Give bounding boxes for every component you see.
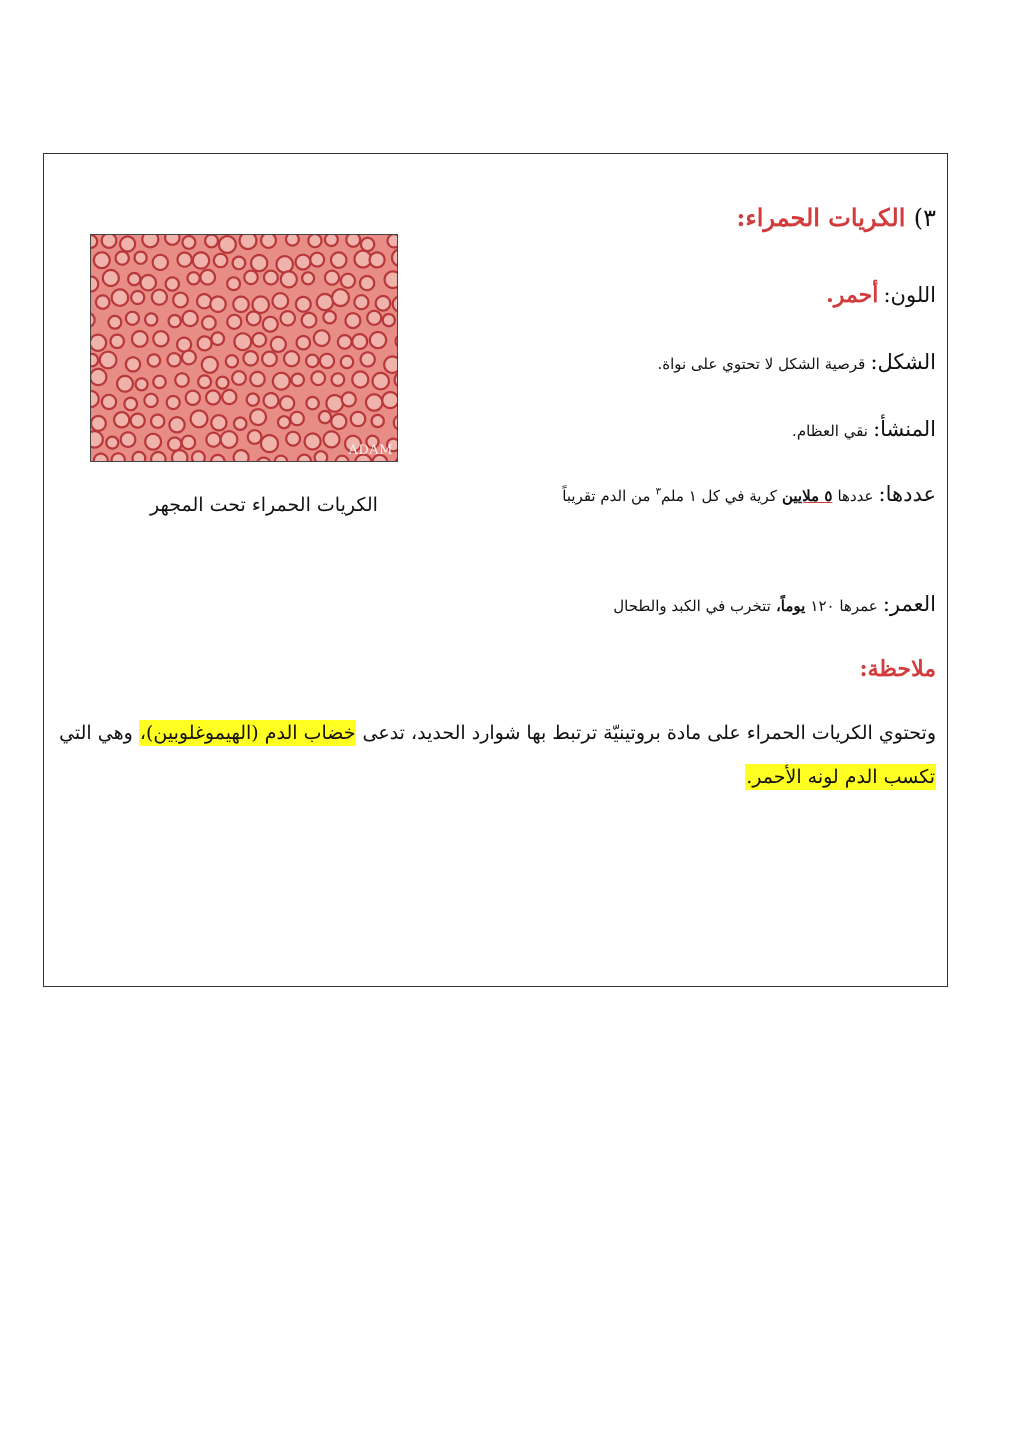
blood-cell (152, 290, 167, 305)
count-value-highlight: ٥ ملايين (781, 487, 833, 505)
blood-cell (361, 352, 375, 366)
blood-cell (117, 376, 133, 392)
blood-cell (264, 393, 279, 408)
blood-cell (132, 331, 148, 347)
red-blood-cells-micrograph (90, 234, 398, 462)
blood-cell (124, 398, 137, 411)
origin-row (792, 417, 936, 441)
blood-cell (325, 271, 339, 285)
blood-cell (302, 313, 317, 328)
blood-cell (275, 456, 288, 462)
note-line2-highlight: تكسب الدم لونه الأحمر. (746, 766, 935, 788)
blood-cell (128, 273, 140, 285)
micrograph-cells (91, 235, 398, 462)
blood-cell (395, 457, 398, 463)
section-number: ٣) (913, 204, 936, 232)
blood-cell (221, 431, 238, 448)
blood-cell (346, 235, 360, 247)
blood-cell (317, 294, 333, 310)
count-value-end: كرية في كل ١ ملم (660, 487, 777, 505)
blood-cell (186, 391, 200, 405)
blood-cell (394, 415, 398, 430)
blood-cell (325, 235, 338, 246)
count-superscript: ٣ (655, 486, 661, 498)
shape-row (657, 350, 936, 374)
blood-cell (384, 357, 398, 373)
blood-cell (91, 335, 106, 351)
blood-cell (126, 357, 140, 371)
blood-cell (206, 391, 220, 405)
blood-cell (148, 354, 160, 366)
blood-cell (168, 438, 181, 451)
blood-cell (252, 333, 266, 347)
blood-cell (264, 271, 278, 285)
blood-cell (306, 397, 318, 409)
note-line1-highlight: خضاب الدم (الهيموغلوبين)، (139, 722, 356, 744)
blood-cell (370, 252, 385, 267)
blood-cell (331, 252, 346, 267)
blood-cell (273, 293, 289, 309)
age-value-end: تتخرب في الكبد والطحال (613, 597, 771, 615)
blood-cell (222, 390, 236, 404)
blood-cell (261, 435, 278, 452)
blood-cell (332, 373, 345, 386)
blood-cell (281, 271, 297, 287)
blood-cell (211, 415, 226, 430)
blood-cell (165, 235, 179, 245)
blood-cell (91, 277, 98, 292)
blood-cell (102, 235, 117, 248)
blood-cell (234, 333, 251, 350)
blood-cell (126, 312, 139, 325)
blood-cell (370, 332, 386, 348)
blood-cell (311, 371, 325, 385)
blood-cell (286, 432, 300, 446)
blood-cell (166, 277, 179, 290)
blood-cell (342, 392, 356, 406)
blood-cell (151, 415, 164, 428)
color-row (826, 282, 936, 308)
blood-cell (308, 235, 321, 247)
count-label: عددها: (878, 482, 936, 506)
blood-cell (233, 297, 248, 312)
blood-cell (346, 313, 361, 328)
blood-cell (202, 316, 216, 330)
blood-cell (136, 378, 148, 390)
blood-cell (96, 295, 109, 308)
blood-cell (234, 450, 249, 462)
blood-cell (315, 451, 328, 462)
blood-cell (332, 289, 349, 306)
blood-cell (306, 355, 318, 367)
blood-cell (94, 252, 110, 268)
blood-cell (271, 337, 286, 352)
blood-cell (111, 335, 124, 348)
blood-cell (393, 296, 398, 312)
blood-cell (112, 453, 125, 462)
blood-cell (193, 252, 209, 268)
blood-cell (200, 270, 215, 285)
count-value-start: عددها (837, 487, 874, 505)
blood-cell (112, 289, 128, 305)
blood-cell (120, 237, 135, 252)
figure-caption: الكريات الحمراء تحت المجهر (150, 494, 378, 516)
blood-cell (263, 317, 278, 332)
blood-cell (153, 376, 165, 388)
blood-cell (324, 431, 340, 447)
blood-cell (383, 314, 395, 326)
blood-cell (372, 415, 384, 427)
blood-cell (178, 253, 192, 267)
blood-cell (388, 235, 399, 247)
blood-cell (202, 357, 218, 373)
blood-cell (261, 235, 276, 248)
note-line-1 (59, 722, 936, 744)
count-value-tail: من الدم تقريباً (562, 487, 651, 505)
blood-cell (91, 354, 98, 366)
blood-cell (367, 311, 381, 325)
blood-cell (280, 396, 294, 410)
blood-cell (214, 254, 227, 267)
shape-label: الشكل: (870, 350, 936, 374)
blood-cell (331, 414, 346, 429)
blood-cell (91, 235, 97, 248)
blood-cell (173, 293, 188, 308)
blood-cell (305, 434, 321, 450)
blood-cell (102, 395, 116, 409)
blood-cell (219, 236, 236, 253)
micrograph-watermark: ADAM (348, 443, 393, 458)
blood-cell (319, 411, 331, 423)
blood-cell (91, 313, 95, 327)
blood-cell (183, 311, 198, 326)
blood-cell (133, 452, 146, 462)
blood-cell (205, 235, 218, 247)
blood-cell (326, 395, 343, 412)
blood-cell (248, 430, 262, 444)
origin-label: المنشأ: (873, 417, 936, 441)
age-row (613, 592, 936, 616)
blood-cell (210, 297, 225, 312)
blood-cell (354, 295, 368, 309)
blood-cell (167, 396, 180, 409)
blood-cell (341, 274, 355, 288)
blood-cell (253, 297, 269, 313)
blood-cell (392, 249, 398, 266)
blood-cell (131, 414, 145, 428)
blood-cell (373, 373, 389, 389)
blood-cell (273, 373, 290, 390)
section-heading (737, 203, 936, 232)
blood-cell (227, 315, 241, 329)
blood-cell (153, 331, 168, 346)
section-title: الكريات الحمراء: (736, 203, 906, 232)
blood-cell (323, 311, 335, 323)
blood-cell (206, 433, 220, 447)
blood-cell (94, 454, 108, 462)
blood-cell (336, 456, 349, 462)
blood-cell (131, 291, 144, 304)
blood-cell (302, 272, 314, 284)
blood-cell (361, 238, 374, 251)
blood-cell (151, 452, 165, 462)
color-value: أحمر. (826, 282, 879, 308)
shape-value: قرصية الشكل لا تحتوي على نواة. (657, 355, 866, 373)
blood-cell (141, 275, 156, 290)
blood-cell (244, 351, 258, 365)
blood-cell (135, 252, 147, 264)
blood-cell (281, 311, 295, 325)
blood-cell (121, 432, 136, 447)
blood-cell (376, 296, 391, 311)
blood-cell (116, 252, 129, 265)
blood-cell (395, 372, 398, 388)
blood-cell (338, 335, 352, 349)
note-line1-start: وتحتوي الكريات الحمراء على مادة بروتينيّة ترتبط بها شوارد الحديد، تدعى (362, 722, 936, 744)
blood-cell (91, 369, 106, 385)
blood-cell (396, 334, 398, 349)
age-value-bold: يوماً، (775, 597, 806, 615)
blood-cell (314, 330, 330, 346)
blood-cell (91, 391, 99, 407)
blood-cell (244, 271, 257, 284)
blood-cell (310, 253, 324, 267)
origin-value: نقي العظام. (792, 422, 868, 440)
blood-cell (250, 372, 264, 386)
blood-cell (296, 255, 311, 270)
blood-cell (240, 235, 257, 249)
blood-cell (233, 257, 246, 270)
blood-cell (169, 417, 184, 432)
blood-cell (198, 375, 211, 388)
age-label: العمر: (882, 592, 936, 616)
blood-cell (250, 409, 266, 425)
blood-cell (182, 436, 195, 449)
blood-cell (247, 312, 261, 326)
blood-cell (145, 434, 161, 450)
blood-cell (284, 351, 299, 366)
blood-cell (100, 352, 117, 369)
blood-cell (278, 416, 290, 428)
blood-cell (226, 355, 238, 367)
blood-cell (172, 450, 187, 462)
blood-cell (227, 277, 240, 290)
blood-cell (91, 416, 106, 431)
blood-cell (247, 394, 259, 406)
blood-cell (211, 455, 225, 462)
blood-cell (251, 255, 267, 271)
blood-cell (169, 315, 181, 327)
blood-cell (175, 373, 188, 386)
color-label: اللون: (883, 283, 936, 307)
blood-cell (217, 377, 229, 389)
count-row (562, 482, 936, 506)
note-line-2 (745, 766, 936, 788)
blood-cell (109, 316, 122, 329)
blood-cell (142, 235, 158, 247)
note-line1-end: وهي التي (59, 722, 133, 744)
blood-cell (385, 271, 398, 288)
blood-cell (91, 431, 103, 447)
age-value-start: عمرها ١٢٠ (810, 597, 878, 615)
blood-cell (277, 256, 293, 272)
blood-cell (106, 437, 118, 449)
blood-cell (183, 236, 196, 249)
blood-cell (198, 336, 212, 350)
blood-cell (320, 354, 334, 368)
blood-cell (197, 294, 211, 308)
blood-cell (182, 351, 196, 365)
blood-cell (192, 451, 205, 462)
blood-cell (232, 371, 246, 385)
blood-cell (352, 372, 368, 388)
blood-cell (297, 336, 310, 349)
blood-cell (114, 412, 129, 427)
blood-cell (341, 356, 353, 368)
blood-cell (191, 411, 208, 428)
blood-cell (296, 297, 311, 312)
note-title: ملاحظة: (859, 656, 936, 682)
blood-cell (366, 394, 382, 410)
blood-cell (188, 272, 200, 284)
blood-cell (298, 455, 311, 462)
blood-cell (292, 374, 304, 386)
blood-cell (382, 392, 398, 408)
blood-cell (360, 276, 374, 290)
blood-cell (234, 418, 246, 430)
blood-cell (352, 334, 367, 349)
blood-cell (290, 412, 303, 425)
blood-cell (262, 352, 277, 367)
blood-cell (144, 394, 157, 407)
blood-cell (286, 235, 299, 246)
blood-cell (153, 255, 168, 270)
blood-cell (103, 270, 119, 286)
blood-cell (257, 458, 271, 462)
blood-cell (211, 332, 224, 345)
blood-cell (351, 412, 365, 426)
blood-cell (168, 353, 181, 366)
blood-cell (145, 313, 157, 325)
